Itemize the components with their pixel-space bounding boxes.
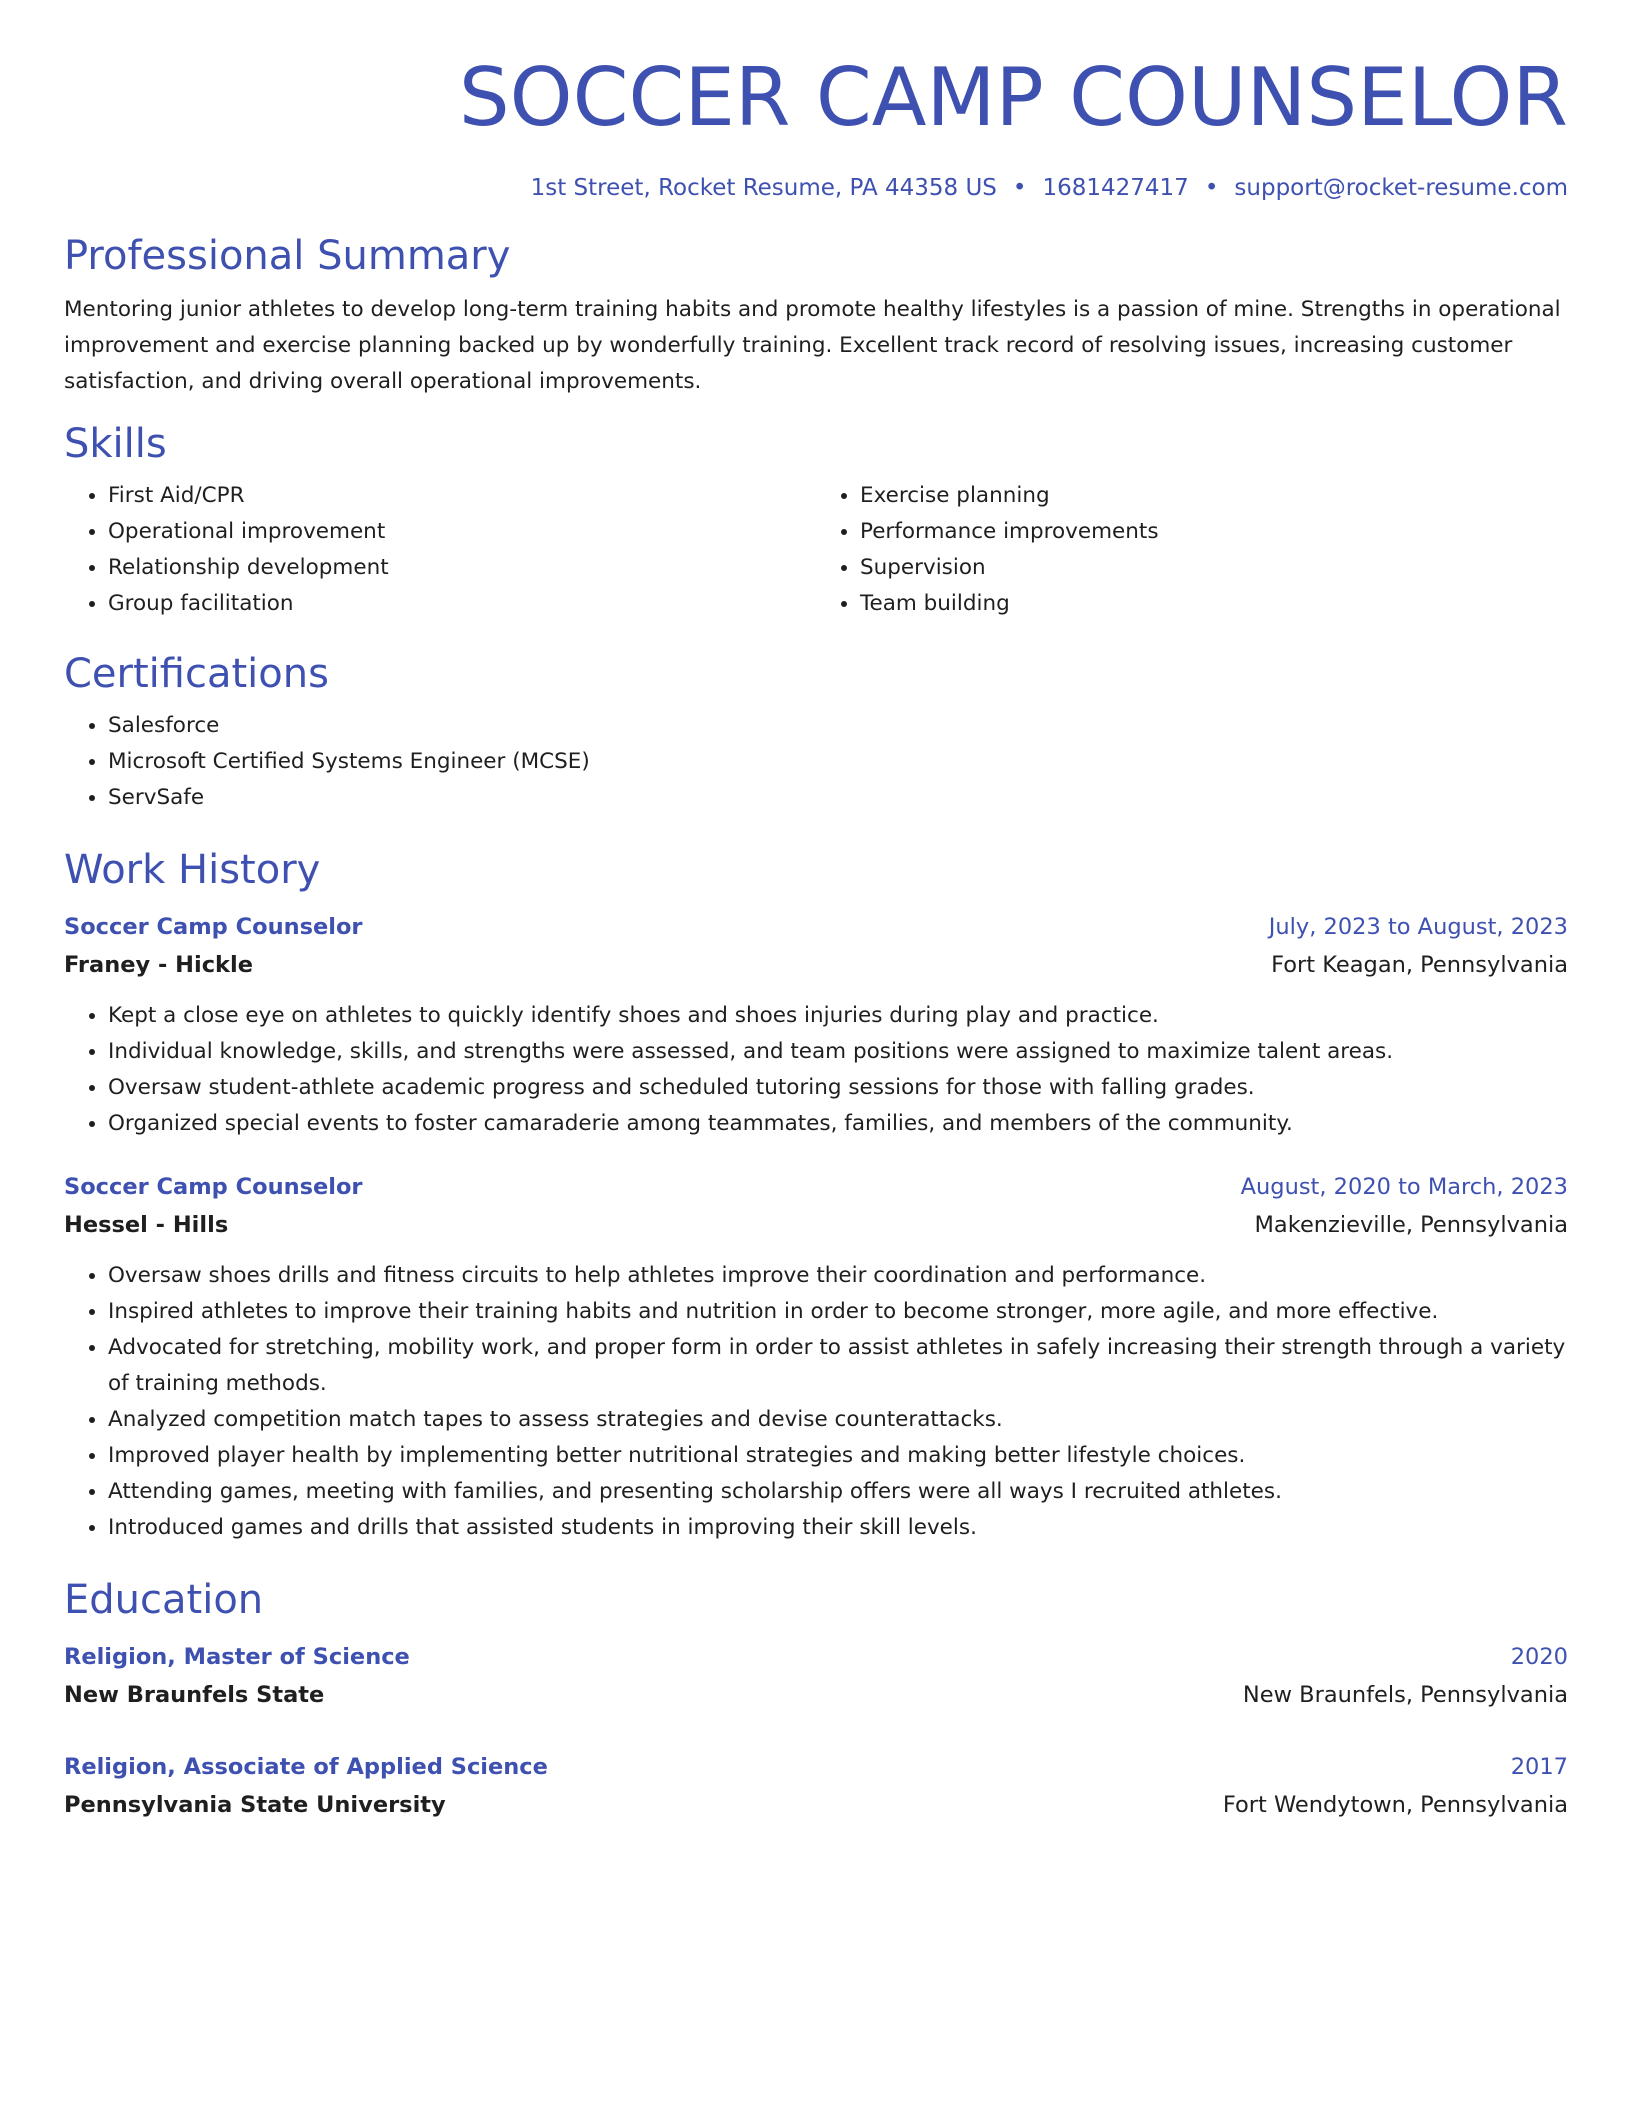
email-link[interactable]: support@rocket-resume.com: [1234, 175, 1568, 201]
skills-columns: [64, 468, 1568, 622]
phone: 1681427417: [1042, 175, 1189, 201]
degree: Religion, Master of Science: [64, 1644, 410, 1670]
skills-heading: Skills: [64, 421, 167, 467]
job-entry: [64, 908, 1568, 1142]
summary-text: Mentoring junior athletes to develop long-term training habits and promote healthy lifestyles is a passion of mine. Strengths in operational improvement and exercise planning backed up by wonderfully training. Excellent track record of resolving issues, increasing customer satisfaction, and driving overall operational improvements.: [64, 297, 1561, 394]
job-bullets: [64, 998, 1568, 1142]
job-bullet: • Individual knowledge, skills, and strengths were assessed, and team positions were assigned to maximize talent areas.: [108, 1034, 1568, 1070]
education-entry: [64, 1638, 1568, 1714]
job-bullet: • Attending games, meeting with families, and presenting scholarship offers were all ways I recruited athletes.: [108, 1474, 1568, 1510]
skill-item: • Exercise planning: [860, 478, 1568, 514]
education-section: [64, 1576, 1568, 1824]
education-head: [64, 1748, 1568, 1786]
job-subhead: [64, 946, 1568, 984]
school-location: New Braunfels, Pennsylvania: [1242, 1682, 1568, 1708]
job-subhead: [64, 1206, 1568, 1244]
job-bullets: [64, 1258, 1568, 1546]
job-company: Hessel - Hills: [64, 1212, 229, 1238]
job-bullet: • Oversaw student-athlete academic progress and scheduled tutoring sessions for those with falling grades.: [108, 1070, 1568, 1106]
summary-heading: Professional Summary: [64, 233, 511, 279]
job-head: [64, 1168, 1568, 1206]
separator-dot: •: [1012, 175, 1027, 201]
certifications-list: [64, 708, 1568, 816]
skills-list-left: [64, 478, 816, 622]
certifications-section: [64, 650, 1568, 816]
certification-item: • ServSafe: [108, 780, 1568, 816]
job-head: [64, 908, 1568, 946]
job-bullet: • Advocated for stretching, mobility work, and proper form in order to assist athletes in safely increasing their strength through a variety of training methods.: [108, 1330, 1568, 1402]
separator-dot: •: [1204, 175, 1219, 201]
graduation-year: 2017: [1510, 1754, 1568, 1780]
job-dates: July, 2023 to August, 2023: [1268, 914, 1568, 940]
job-location: Fort Keagan, Pennsylvania: [1271, 952, 1568, 978]
candidate-name: SOCCER CAMP COUNSELOR: [458, 51, 1568, 144]
job-entry: [64, 1168, 1568, 1546]
job-title: Soccer Camp Counselor: [64, 914, 363, 940]
degree: Religion, Associate of Applied Science: [64, 1754, 548, 1780]
skill-item: • Operational improvement: [108, 514, 816, 550]
skill-item: • First Aid/CPR: [108, 478, 816, 514]
education-head: [64, 1638, 1568, 1676]
job-bullet: • Kept a close eye on athletes to quickly identify shoes and shoes injuries during play and practice.: [108, 998, 1568, 1034]
skills-section: [64, 420, 1568, 622]
education-subhead: [64, 1786, 1568, 1824]
certifications-heading: Certifications: [64, 651, 329, 697]
job-bullet: • Introduced games and drills that assisted students in improving their skill levels.: [108, 1510, 1568, 1546]
skills-list-right: [816, 478, 1568, 622]
skill-item: • Relationship development: [108, 550, 816, 586]
school-location: Fort Wendytown, Pennsylvania: [1222, 1792, 1568, 1818]
skill-item: • Supervision: [860, 550, 1568, 586]
school: Pennsylvania State University: [64, 1792, 446, 1818]
job-dates: August, 2020 to March, 2023: [1240, 1174, 1568, 1200]
education-heading: Education: [64, 1577, 264, 1623]
education-subhead: [64, 1676, 1568, 1714]
skill-item: • Team building: [860, 586, 1568, 622]
summary-section: [64, 232, 1568, 400]
job-bullet: • Oversaw shoes drills and fitness circuits to help athletes improve their coordination and performance.: [108, 1258, 1568, 1294]
job-bullet: • Analyzed competition match tapes to assess strategies and devise counterattacks.: [108, 1402, 1568, 1438]
address: 1st Street, Rocket Resume, PA 44358 US: [530, 175, 997, 201]
job-title: Soccer Camp Counselor: [64, 1174, 363, 1200]
job-company: Franey - Hickle: [64, 952, 253, 978]
certification-item: • Salesforce: [108, 708, 1568, 744]
contact-line: [64, 172, 1568, 204]
skill-item: • Group facilitation: [108, 586, 816, 622]
graduation-year: 2020: [1510, 1644, 1568, 1670]
education-entry: [64, 1748, 1568, 1824]
job-bullet: • Improved player health by implementing better nutritional strategies and making better lifestyle choices.: [108, 1438, 1568, 1474]
job-bullet: • Inspired athletes to improve their training habits and nutrition in order to become stronger, more agile, and more effective.: [108, 1294, 1568, 1330]
school: New Braunfels State: [64, 1682, 325, 1708]
certification-item: • Microsoft Certified Systems Engineer (MCSE): [108, 744, 1568, 780]
work-history-heading: Work History: [64, 847, 321, 893]
skill-item: • Performance improvements: [860, 514, 1568, 550]
job-location: Makenzieville, Pennsylvania: [1254, 1212, 1568, 1238]
resume-header: [64, 0, 1568, 204]
work-history-section: [64, 846, 1568, 1546]
job-bullet: • Organized special events to foster camaraderie among teammates, families, and members of the community.: [108, 1106, 1568, 1142]
